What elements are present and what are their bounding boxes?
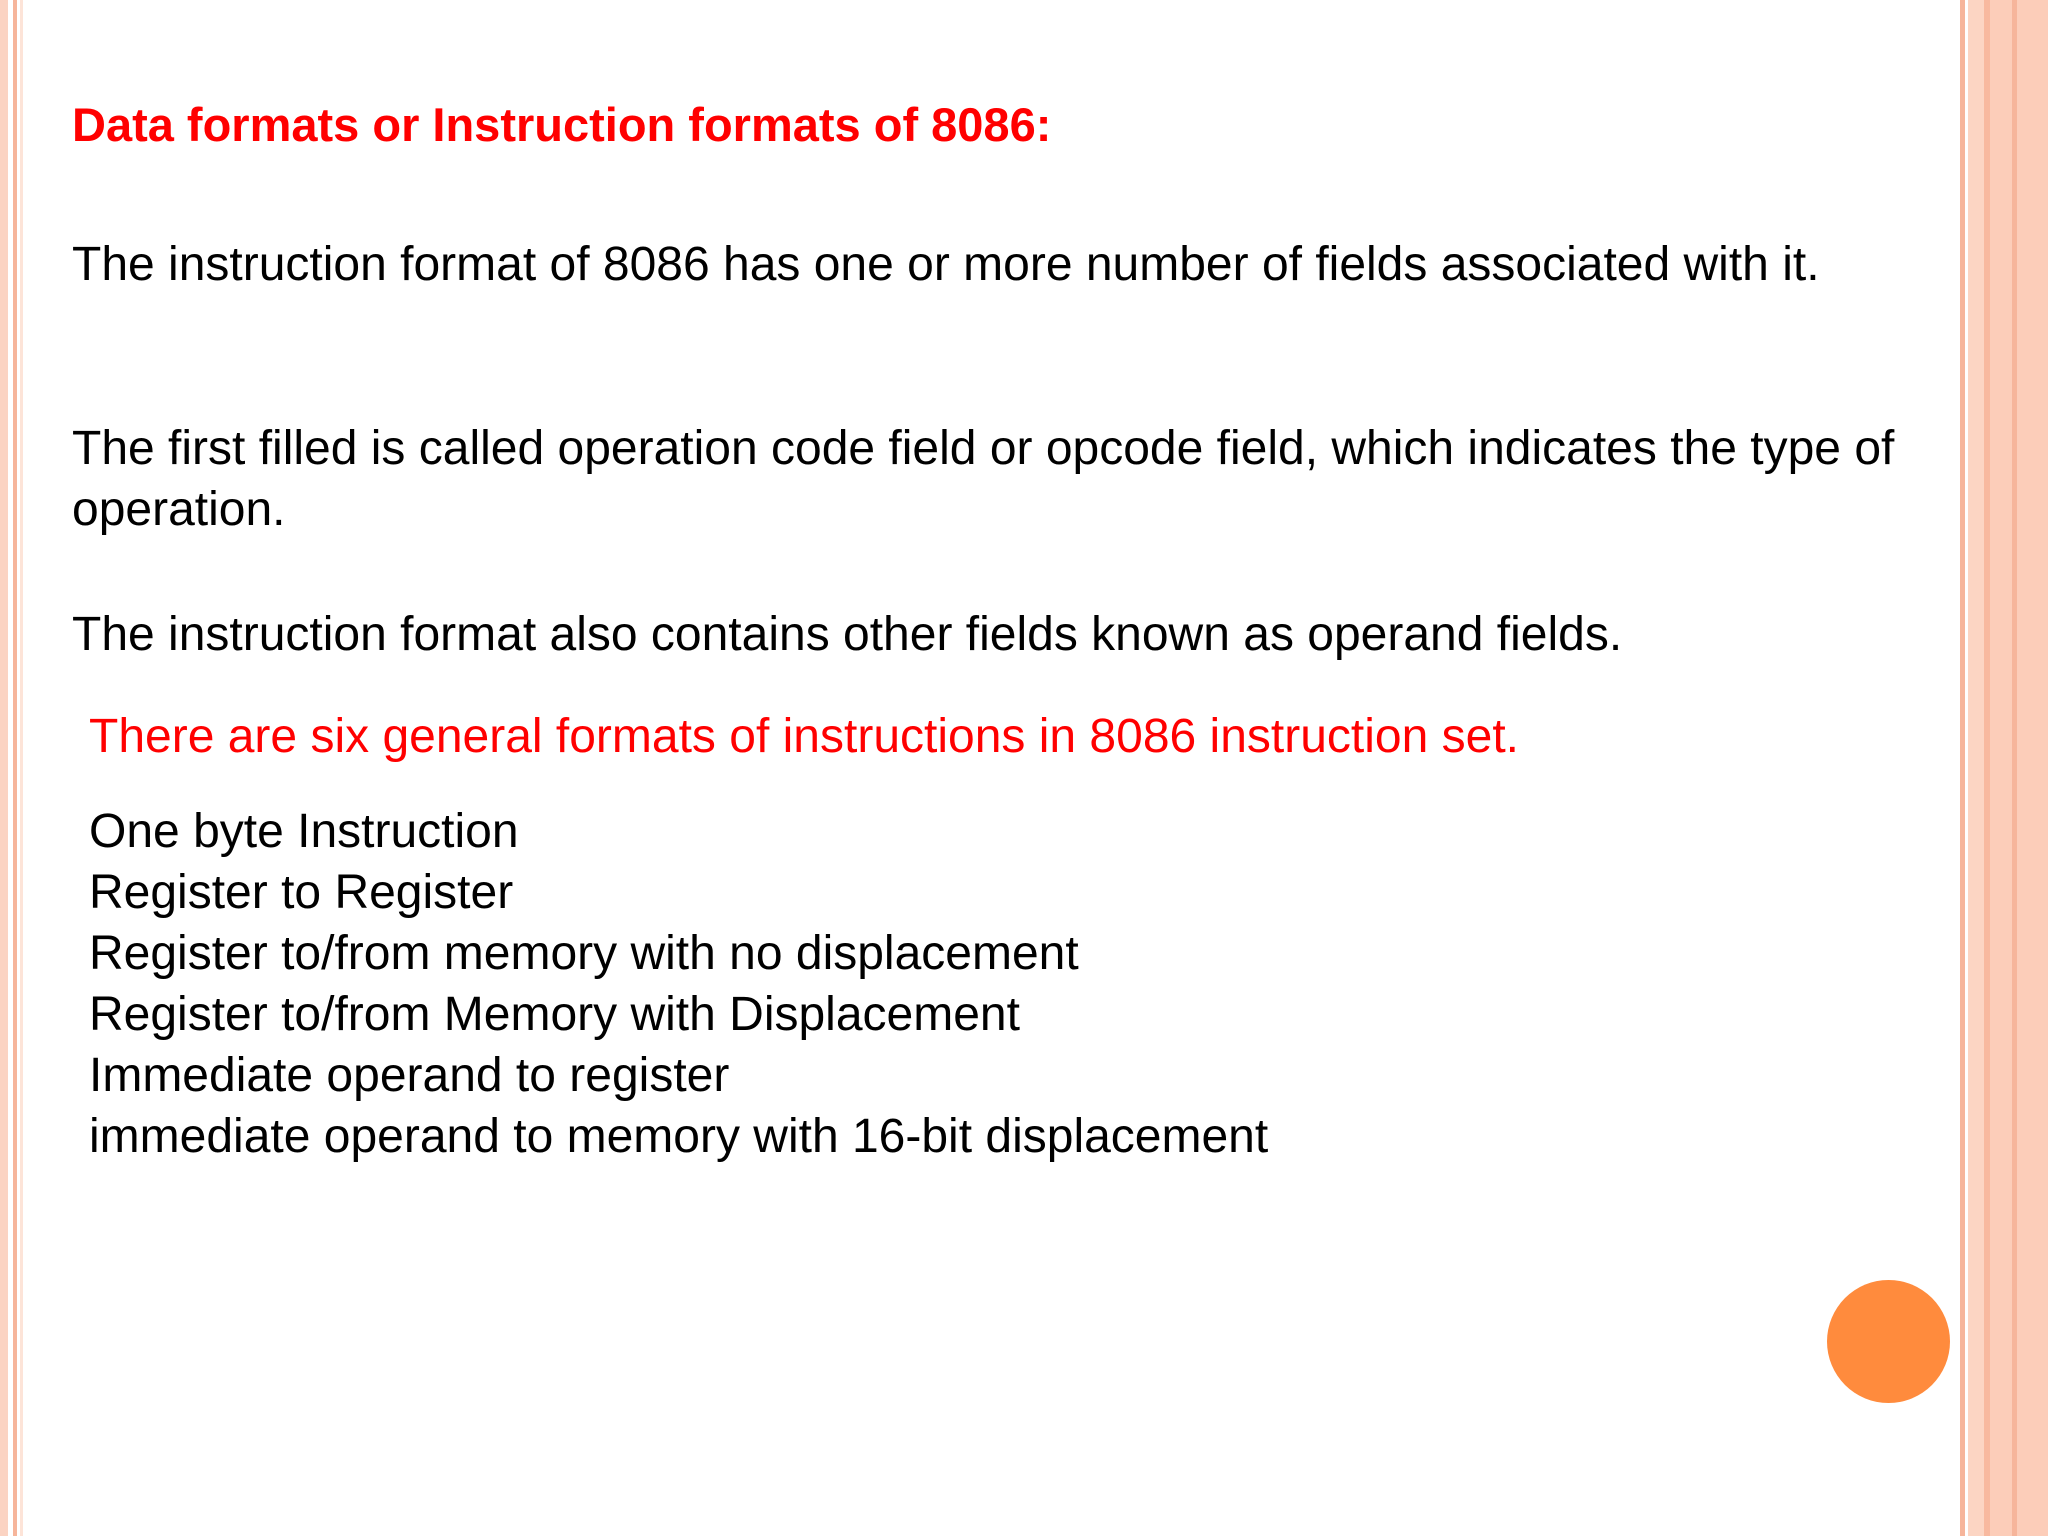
list-item: One byte Instruction — [89, 805, 519, 858]
paragraph-opcode: The first filled is called operation code field or opcode field, which indicates the type of operation. — [72, 422, 1895, 536]
slide-title: Data formats or Instruction formats of 8086: — [72, 98, 1052, 151]
list-item: immediate operand to memory with 16-bit displacement — [89, 1110, 1269, 1163]
paragraph-fields: The instruction format of 8086 has one or more number of fields associated with it. — [72, 238, 1820, 291]
right-border-stripe — [2012, 0, 2017, 1536]
highlight-text: There are six general formats of instructions in 8086 instruction set. — [89, 710, 1520, 763]
left-border-stripe — [13, 0, 17, 1536]
left-border-stripe — [0, 0, 8, 1536]
format-list — [89, 801, 1268, 1167]
right-border-stripe — [1968, 0, 1984, 1536]
decorative-circle — [1827, 1280, 1950, 1403]
list-item: Register to/from memory with no displacement — [89, 927, 1079, 980]
list-item: Register to Register — [89, 866, 514, 919]
right-border-stripe — [1960, 0, 1965, 1536]
paragraph-operand: The instruction format also contains other fields known as operand fields. — [72, 608, 1623, 661]
list-item: Immediate operand to register — [89, 1049, 730, 1102]
right-border-stripe — [1990, 0, 2048, 1536]
left-border-stripe — [20, 0, 23, 1536]
list-item: Register to/from Memory with Displacement — [89, 988, 1020, 1041]
